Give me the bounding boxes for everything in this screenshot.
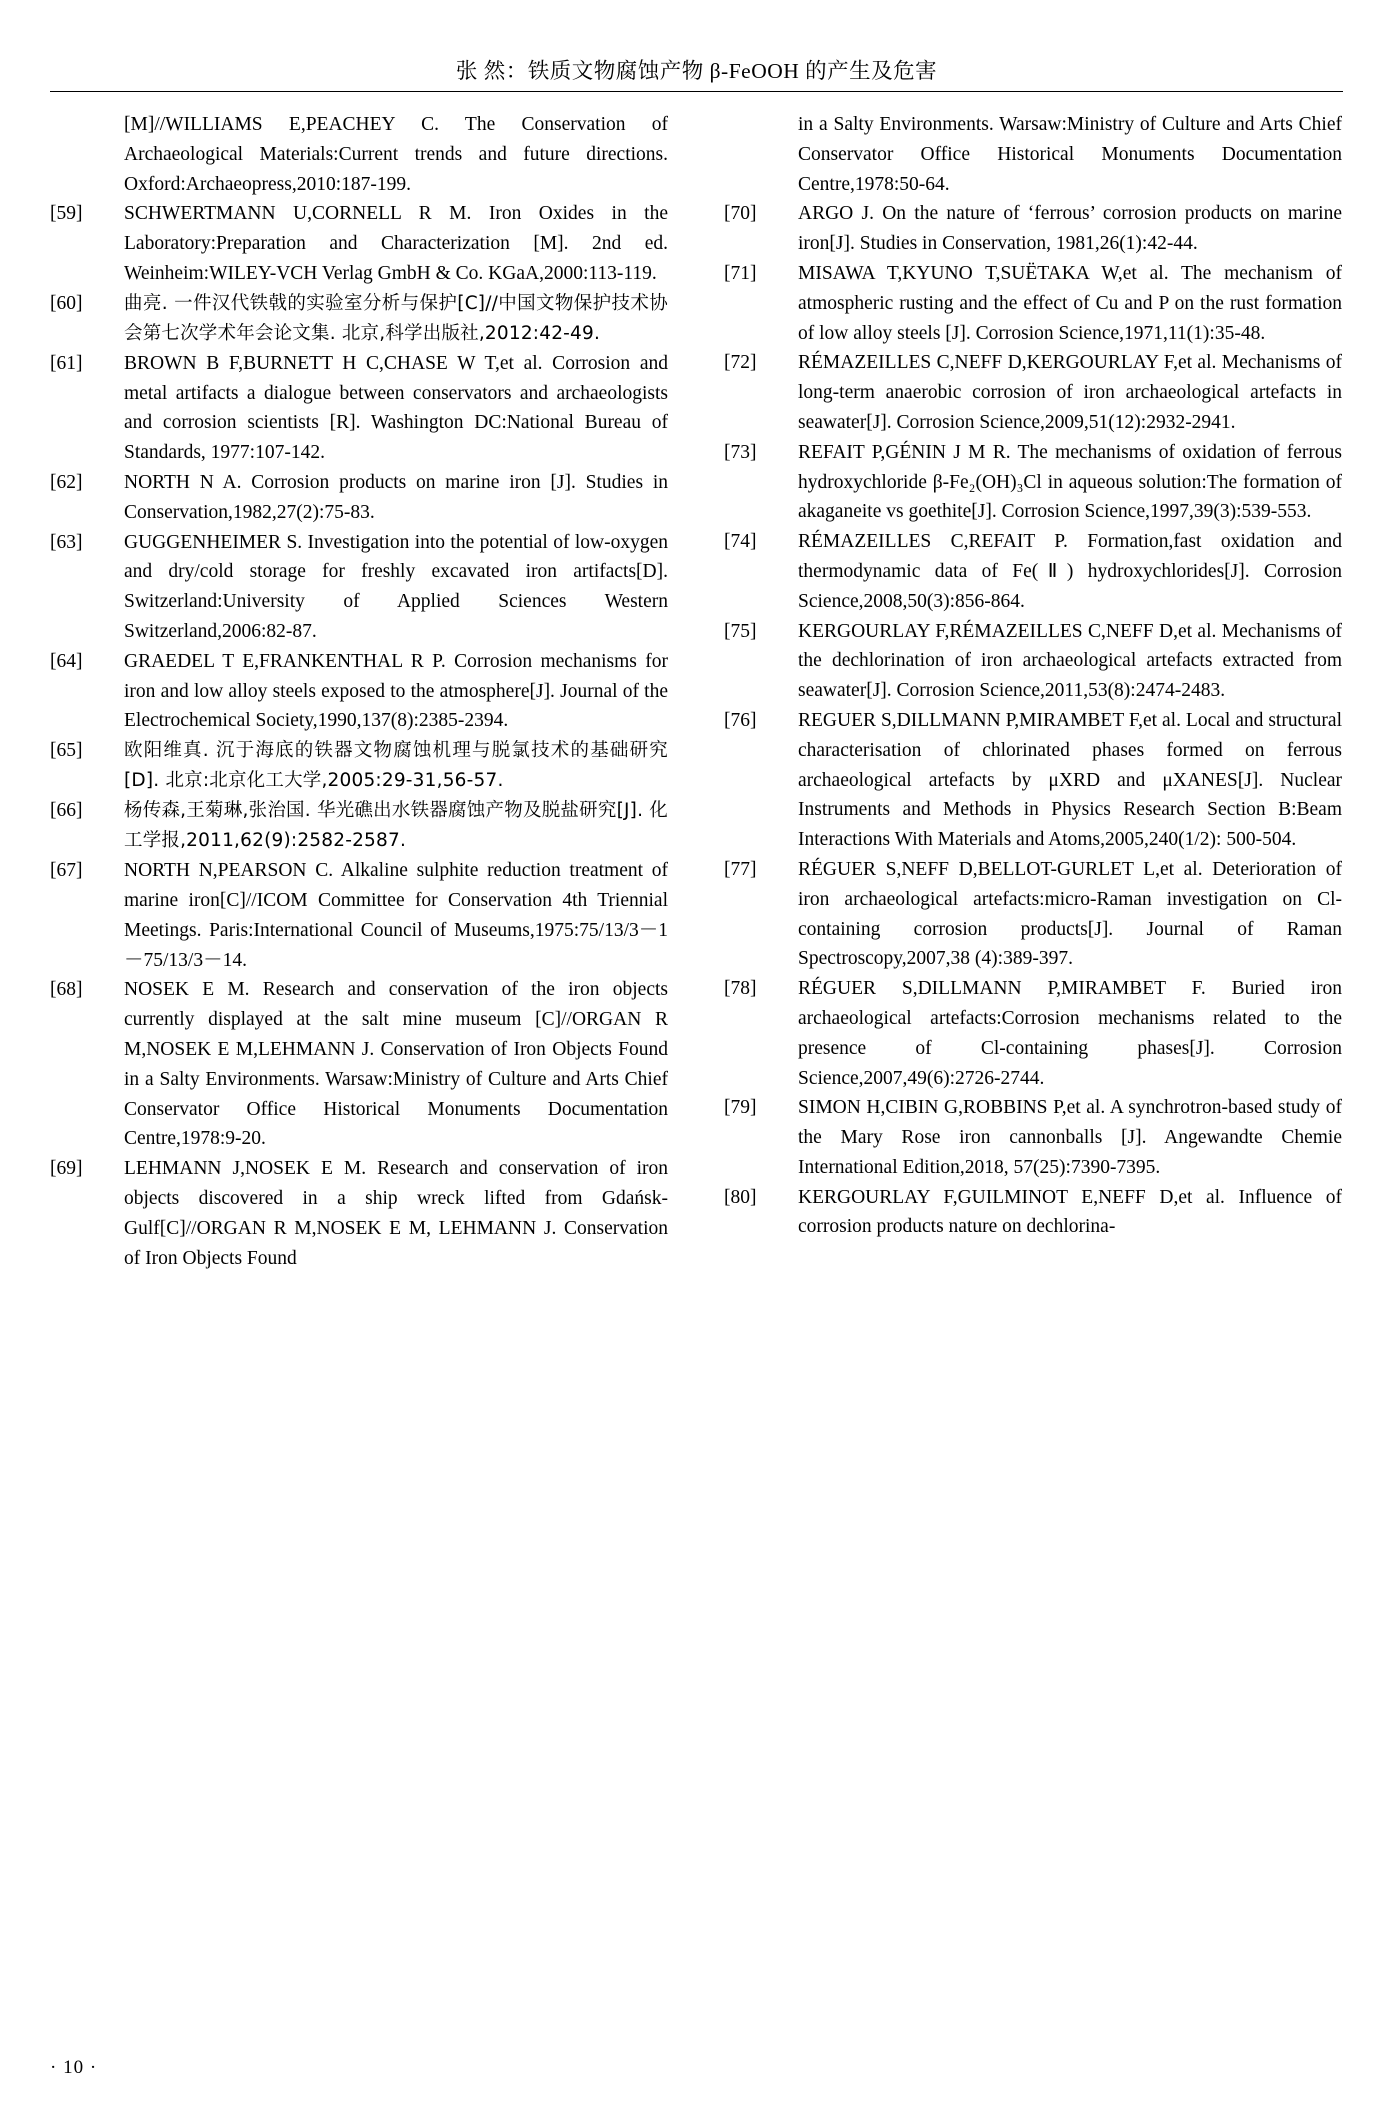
reference-entry <box>50 349 668 468</box>
reference-text: RÉGUER S,NEFF D,BELLOT-GURLET L,et al. Deterioration of iron archaeological artefacts:micro-Raman investigation on Cl-containing corrosion products[J]. Journal of Raman Spectroscopy,2007,38 (4):389-397. <box>798 858 1342 970</box>
reference-entry <box>50 528 668 647</box>
reference-entry <box>724 706 1342 855</box>
reference-text: 杨传森,王菊琳,张治国. 华光礁出水铁器腐蚀产物及脱盐研究[J]. 化工学报,2011,62(9):2582-2587. <box>124 800 668 852</box>
reference-text: 曲亮. 一件汉代铁戟的实验室分析与保护[C]//中国文物保护技术协会第七次学术年会论文集. 北京,科学出版社,2012:42-49. <box>124 292 668 344</box>
two-column-body <box>50 110 1343 1273</box>
reference-text: SIMON H,CIBIN G,ROBBINS P,et al. A synchrotron-based study of the Mary Rose iron cannonballs [J]. Angewandte Chemie International Edition,2018, 57(25):7390-7395. <box>798 1097 1342 1178</box>
reference-number: [64] <box>50 650 83 672</box>
reference-text: NORTH N A. Corrosion products on marine iron [J]. Studies in Conservation,1982,27(2):75-83. <box>124 471 668 523</box>
reference-number: [60] <box>50 292 83 314</box>
reference-text: 欧阳维真. 沉于海底的铁器文物腐蚀机理与脱氯技术的基础研究[D]. 北京:北京化工大学,2005:29-31,56-57. <box>124 740 668 792</box>
reference-entry <box>724 259 1342 348</box>
page-number: · 10 · <box>50 2057 98 2078</box>
reference-number: [75] <box>724 620 757 642</box>
reference-text: REGUER S,DILLMANN P,MIRAMBET F,et al. Local and structural characterisation of chlorinated phases formed on ferrous archaeological artefacts by μXRD and μXANES[J]. Nuclear Instruments and Methods in Physics Research Section B:Beam Interactions With Materials and Atoms,2005,240(1/2): 500-504. <box>798 709 1342 851</box>
reference-text: KERGOURLAY F,GUILMINOT E,NEFF D,et al. Influence of corrosion products nature on dechlorina- <box>798 1186 1342 1238</box>
reference-text: ARGO J. On the nature of ‘ferrous’ corrosion products on marine iron[J]. Studies in Conservation, 1981,26(1):42-44. <box>798 203 1342 255</box>
reference-number: [59] <box>50 203 83 225</box>
reference-entry <box>50 468 668 528</box>
reference-text: BROWN B F,BURNETT H C,CHASE W T,et al. Corrosion and metal artifacts a dialogue between conservators and archaeologists and corrosion scientists [R]. Washington DC:National Bureau of Standards, 1977:107-142. <box>124 352 668 464</box>
reference-entry <box>724 348 1342 437</box>
reference-number: [61] <box>50 352 83 374</box>
reference-text: RÉMAZEILLES C,NEFF D,KERGOURLAY F,et al. Mechanisms of long-term anaerobic corrosion of iron archaeological artefacts in seawater[J]. Corrosion Science,2009,51(12):2932-2941. <box>798 352 1342 433</box>
reference-entry <box>724 199 1342 259</box>
reference-text: [M]//WILLIAMS E,PEACHEY C. The Conservation of Archaeological Materials:Current trends and future directions. Oxford:Archaeopress,2010:187-199. <box>124 114 668 195</box>
reference-number: [80] <box>724 1186 757 1208</box>
running-header: 张 然：铁质文物腐蚀产物 β-FeOOH 的产生及危害 <box>455 59 938 83</box>
reference-entry <box>50 736 668 796</box>
reference-entry <box>50 289 668 349</box>
reference-entry <box>50 110 668 199</box>
reference-number: [78] <box>724 978 757 1000</box>
reference-entry <box>724 1183 1342 1243</box>
reference-entry <box>724 617 1342 706</box>
left-column <box>50 110 668 1273</box>
reference-text: SCHWERTMANN U,CORNELL R M. Iron Oxides in the Laboratory:Preparation and Characterization [M]. 2nd ed. Weinheim:WILEY-VCH Verlag GmbH & Co. KGaA,2000:113-119. <box>124 203 668 284</box>
right-column <box>724 110 1342 1273</box>
reference-number: [63] <box>50 531 83 553</box>
reference-text: REFAIT P,GÉNIN J M R. The mechanisms of oxidation of ferrous hydroxychloride β-Fe₂(OH)₃Cl in aqueous solution:The formation of akaganeite vs goethite[J]. Corrosion Science,1997,39(3):539-553. <box>798 441 1342 523</box>
reference-number: [79] <box>724 1097 757 1119</box>
header-divider <box>50 91 1343 92</box>
reference-number: [65] <box>50 740 83 762</box>
reference-entry <box>724 438 1342 527</box>
reference-number: [70] <box>724 203 757 225</box>
reference-entry <box>724 855 1342 974</box>
reference-number: [74] <box>724 531 757 553</box>
reference-entry <box>50 856 668 975</box>
reference-number: [71] <box>724 262 757 284</box>
reference-text: NOSEK E M. Research and conservation of the iron objects currently displayed at the salt mine museum [C]//ORGAN R M,NOSEK E M,LEHMANN J. Conservation of Iron Objects Found in a Salty Environments. Warsaw:Ministry of Culture and Arts Chief Conservator Office Historical Monuments Documentation Centre,1978:9-20. <box>124 979 668 1150</box>
reference-text: GRAEDEL T E,FRANKENTHAL R P. Corrosion mechanisms for iron and low alloy steels exposed to the atmosphere[J]. Journal of the Electrochemical Society,1990,137(8):2385-2394. <box>124 650 668 732</box>
reference-number: [72] <box>724 352 757 374</box>
reference-text: RÉGUER S,DILLMANN P,MIRAMBET F. Buried iron archaeological artefacts:Corrosion mechanisms related to the presence of Cl-containing phases[J]. Corrosion Science,2007,49(6):2726-2744. <box>798 978 1342 1089</box>
reference-number: [77] <box>724 858 757 880</box>
reference-number: [62] <box>50 471 83 493</box>
reference-entry <box>724 974 1342 1093</box>
reference-number: [69] <box>50 1158 83 1180</box>
reference-entry <box>50 199 668 288</box>
reference-text: GUGGENHEIMER S. Investigation into the potential of low-oxygen and dry/cold storage for freshly excavated iron artifacts[D]. Switzerland:University of Applied Sciences Western Switzerland,2006:82-87. <box>124 531 668 642</box>
reference-text: NORTH N,PEARSON C. Alkaline sulphite reduction treatment of marine iron[C]//ICOM Committee for Conservation 4th Triennial Meetings. Paris:International Council of Museums,1975:75/13/3－1－75/13/3－14. <box>124 860 668 971</box>
reference-text: in a Salty Environments. Warsaw:Ministry of Culture and Arts Chief Conservator Office Historical Monuments Documentation Centre,1978:50-64. <box>798 114 1342 195</box>
reference-entry <box>724 110 1342 199</box>
reference-number: [66] <box>50 800 83 822</box>
reference-entry <box>50 975 668 1154</box>
reference-entry <box>50 647 668 736</box>
reference-entry <box>724 1093 1342 1182</box>
reference-entry <box>50 796 668 856</box>
reference-text: RÉMAZEILLES C,REFAIT P. Formation,fast oxidation and thermodynamic data of Fe(Ⅱ) hydroxychlorides[J]. Corrosion Science,2008,50(3):856-864. <box>798 531 1342 612</box>
reference-number: [73] <box>724 441 757 463</box>
reference-number: [68] <box>50 979 83 1001</box>
reference-number: [67] <box>50 860 83 882</box>
reference-entry <box>724 527 1342 616</box>
reference-entry <box>50 1154 668 1273</box>
reference-text: MISAWA T,KYUNO T,SUËTAKA W,et al. The mechanism of atmospheric rusting and the effect of Cu and P on the rust formation of low alloy steels [J]. Corrosion Science,1971,11(1):35-48. <box>798 262 1342 344</box>
reference-number: [76] <box>724 709 757 731</box>
reference-text: KERGOURLAY F,RÉMAZEILLES C,NEFF D,et al. Mechanisms of the dechlorination of iron archaeological artefacts extracted from seawater[J]. Corrosion Science,2011,53(8):2474-2483. <box>798 620 1342 702</box>
reference-text: LEHMANN J,NOSEK E M. Research and conservation of iron objects discovered in a ship wreck lifted from Gdańsk-Gulf[C]//ORGAN R M,NOSEK E M, LEHMANN J. Conservation of Iron Objects Found <box>124 1158 668 1269</box>
